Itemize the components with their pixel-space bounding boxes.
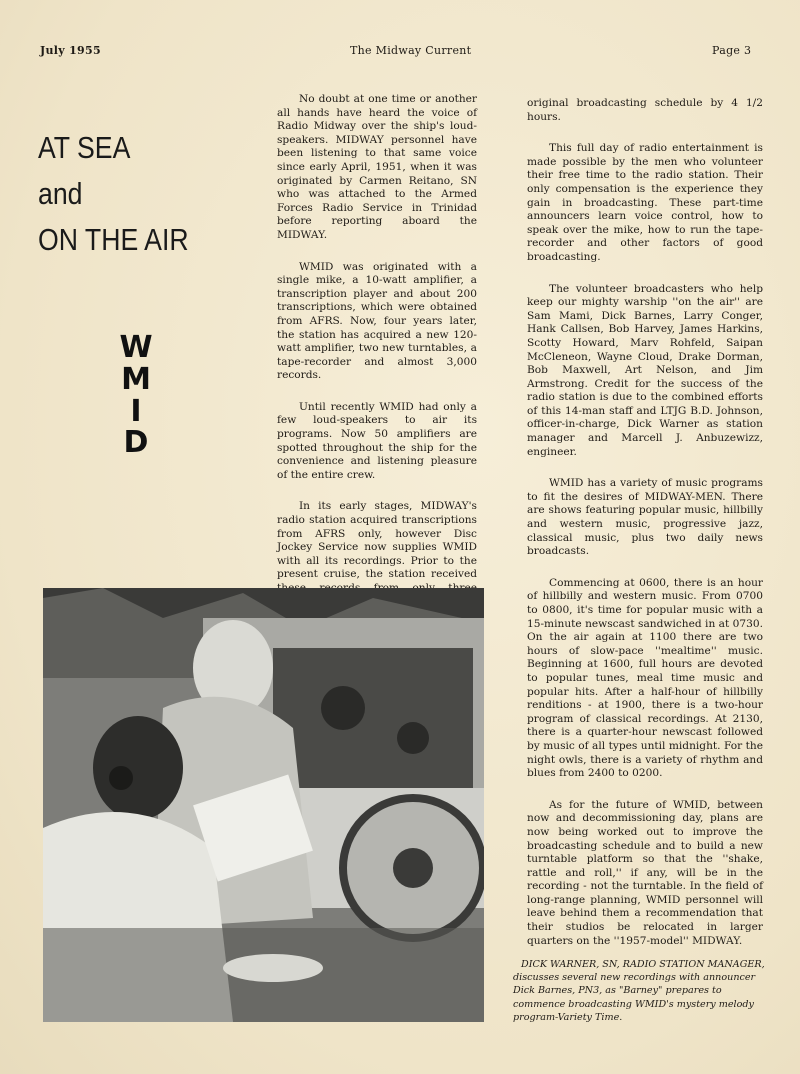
article-paragraph: In its early stages, MIDWAY's radio station acquired transcriptions from AFRS only, however Disc Jockey Service now supplies WMID with all its recordings. Prior to the present cruise, the station received — [277, 500, 477, 581]
article-paragraph: Until recently WMID had only a few loud-speakers to air its programs. Now 50 amplifiers are spotted throughout the ship for the convenience and listening pleasure of the entire crew. — [277, 400, 477, 481]
photo-illustration — [43, 588, 484, 1022]
radio-station-photo — [43, 588, 484, 1022]
article-paragraph: The volunteer broadcasters who help keep our mighty warship ''on the air'' are Sam Mami, Dick Barnes, Larry Conger, Hank Callsen, Bob Harvey, James Harkins, Scotty Howard, Marv Rohfeld, Saipan McCleneon, Wayne Cloud, Drake Dorman, Bob Maxwell, Art Nelson, and Jim Armstrong. Credit for the success of the radio station is due to the combined efforts of this 14-man staff and LTJG B.D. Johnson, officer-in-charge, Dick Warner as station manager and Marcell J. Anbuzewizz, engineer. — [527, 282, 763, 458]
article-paragraph: This full day of radio entertainment is made possible by the men who volunteer their free time to the radio station. Their only compensation is the experience they gain in broadcasting. These part-time announcers learn voice control, how to speak over the mike, how to run the tape-recorder and other factors of good broadcasting. — [527, 142, 763, 263]
issue-date: July 1955 — [40, 44, 101, 57]
article-paragraph: WMID was originated with a single mike, a 10-watt amplifier, a transcription player and about 200 transcriptions, which were obtained from AFRS. Now, four years later, the station has acquired a new 120-watt amplifier, two new turntables, a tape-recorder and almost 3,000 records. — [277, 260, 477, 382]
newspaper-name: The Midway Current — [350, 44, 472, 57]
article-paragraph: original broadcasting schedule by 4 1/2 hours. — [527, 97, 763, 123]
callsign-letter: W — [119, 330, 153, 365]
headline-line-3: ON THE AIR — [38, 222, 189, 257]
headline-line-2: and — [38, 176, 83, 211]
callsign-letter: D — [123, 425, 149, 461]
article-paragraph: As for the future of WMID, between now and decommissioning day, plans are now being worked out to improve the broadcasting schedule and to build a new turntable platform so that the ''shake, rattle and roll,'' if any, will be in the recording - not the turntable. In the field of long-range planning, WMID personnel will leave behind them a recommendation that their studios be relocated in larger quarters on the ''1957-model'' MIDWAY. — [527, 798, 763, 947]
article-paragraph: No doubt at one time or another all hands have heard the voice of Radio Midway over the ship's loud-speakers. MIDWAY personnel have been listening to that same voice since early April, 1951, when it was originated by Carmen Reitano, SN who was attached to the Armed Forces Radio Service in Trinidad before reporting aboard the MIDWAY. — [277, 93, 477, 241]
station-callsign — [116, 332, 156, 459]
article-paragraph: WMID has a variety of music programs to fit the desires of MIDWAY-MEN. There are shows featuring popular music, hillbilly and western music, progressive jazz, classical music, plus two daily news broadcasts. — [527, 477, 763, 558]
callsign-letter: I — [130, 393, 142, 429]
article-paragraph: Commencing at 0600, there is an hour of hillbilly and western music. From 0700 to 0800, it's time for popular music with a 15-minute newscast sandwiched in at 0730. On the air again at 1100 there are two hours of slow-pace ''mealtime'' music. Beginning at 1600, full hours are devoted to popular tunes, meal time music and popular hits. After a half-hour of hillbilly renditions - at 1900, there is a two-hour program of classical recordings. At 2130, there is a quarter-hour newscast followed by music of all types until midnight. For the night owls, there is a variety of rhythm and blues from 2400 to 0200. — [527, 576, 763, 780]
callsign-letter: M — [121, 361, 151, 397]
headline-line-1: AT SEA — [38, 130, 131, 165]
article-column-2 — [527, 97, 763, 966]
photo-caption: DICK WARNER, SN, RADIO STATION MANAGER, discusses several new recordings with announcer Dick Barnes, PN3, as "Barney" prepares to commence broadcasting WMID's mystery melody program-Variety Time. — [513, 959, 765, 1023]
page-number: Page 3 — [712, 44, 752, 57]
